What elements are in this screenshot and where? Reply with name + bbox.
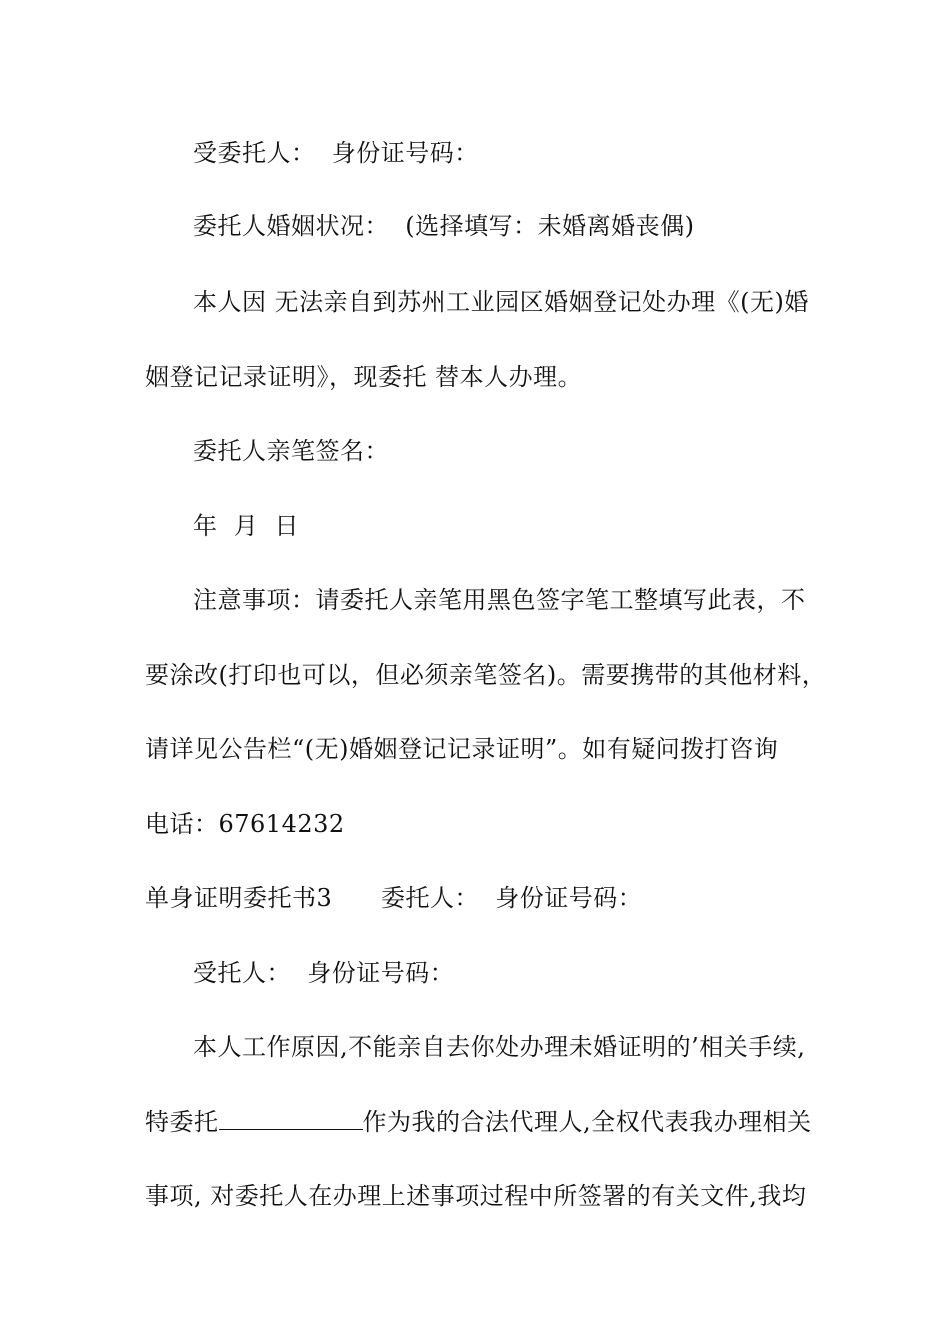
- delegate-prefix: 特委托: [145, 1108, 219, 1136]
- text-line-trustee-id: 受委托人： 身份证号码：: [193, 139, 479, 167]
- text-line-phone: 电话：67614232: [145, 810, 345, 838]
- text-line-reason: 本人因 无法亲自到苏州工业园区婚姻登记处办理《(无)婚: [193, 288, 809, 316]
- text-line-section-title: 单身证明委托书3 委托人： 身份证号码：: [145, 884, 643, 912]
- delegate-name-blank: [219, 1107, 363, 1130]
- text-line-signature: 委托人亲笔签名：: [193, 437, 389, 465]
- text-line-work-reason: 本人工作原因,不能亲自去你处办理未婚证明的’相关手续,: [193, 1033, 806, 1061]
- text-line-notice-cont-1: 要涂改(打印也可以，但必须亲笔签名)。需要携带的其他材料，: [145, 661, 827, 689]
- text-line-agent-id: 受托人： 身份证号码：: [193, 959, 455, 987]
- delegate-suffix: 作为我的合法代理人,全权代表我办理相关: [362, 1108, 812, 1136]
- text-line-marital-status: 委托人婚姻状况： (选择填写：未婚离婚丧偶): [193, 212, 695, 240]
- text-line-matters: 事项, 对委托人在办理上述事项过程中所签署的有关文件,我均: [145, 1182, 807, 1210]
- text-line-notice-cont-2: 请详见公告栏“(无)婚姻登记记录证明”。如有疑问拨打咨询: [145, 735, 779, 763]
- text-line-delegate: [145, 1102, 825, 1142]
- text-line-notice: 注意事项：请委托人亲笔用黑色签字笔工整填写此表，不: [193, 586, 806, 614]
- text-line-reason-cont: 姻登记记录证明》，现委托 替本人办理。: [145, 363, 583, 391]
- text-line-date: 年 月 日: [193, 512, 300, 540]
